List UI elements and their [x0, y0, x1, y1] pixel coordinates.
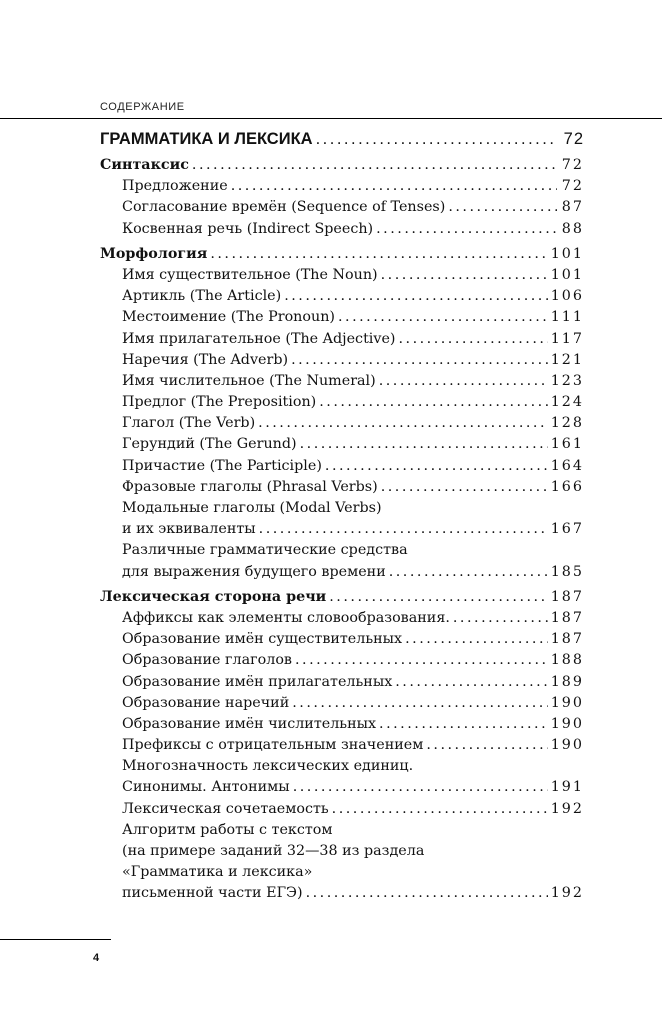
toc-item-continuation[interactable] [100, 777, 584, 798]
toc-entry-title: Местоимение (The Pronoun) [122, 309, 335, 326]
page-number: 4 [93, 952, 100, 964]
dot-leader [379, 371, 548, 392]
toc-entry-title: Герундий (The Gerund) [122, 436, 297, 453]
toc-item[interactable] [100, 672, 584, 693]
toc-item-continuation[interactable] [100, 519, 584, 540]
dot-leader [231, 176, 557, 197]
toc-entry-page: 187 [550, 588, 584, 605]
toc-entry-page: 189 [550, 673, 584, 690]
dot-leader [405, 629, 548, 650]
toc-item[interactable] [100, 608, 584, 629]
toc-item[interactable] [100, 498, 584, 519]
toc-entry-page: 188 [550, 652, 584, 669]
header-rule [0, 118, 662, 119]
running-header: СОДЕРЖАНИЕ [100, 101, 185, 113]
toc-entry-title: Фразовые глаголы (Phrasal Verbs) [122, 478, 378, 495]
toc-entry-title: Имя прилагательное (The Adjective) [122, 330, 396, 347]
toc-entry-title: Имя существительное (The Noun) [122, 266, 378, 283]
toc-item[interactable] [100, 735, 584, 756]
toc-item[interactable] [100, 329, 584, 350]
toc-entry-page: 88 [561, 220, 584, 237]
dot-leader [389, 562, 548, 583]
toc-entry-page: 185 [550, 563, 584, 580]
toc-entry-page: 72 [563, 130, 584, 148]
toc-item-continuation[interactable] [100, 841, 584, 862]
toc-entry-title: и их эквиваленты [122, 521, 256, 538]
toc-item-continuation[interactable] [100, 883, 584, 904]
dot-leader [284, 286, 548, 307]
dot-leader [453, 608, 548, 629]
toc-section-morphology[interactable] [100, 244, 584, 265]
toc-entry-title: Имя числительное (The Numeral) [122, 372, 376, 389]
dot-leader [376, 219, 557, 240]
dot-leader [426, 735, 547, 756]
toc-entry-title: Наречия (The Adverb) [122, 351, 289, 368]
toc-item[interactable] [100, 350, 584, 371]
toc-part-grammar[interactable] [100, 128, 584, 151]
toc-entry-title: Различные грамматические средства [122, 542, 408, 559]
toc-entry-title: Морфология [100, 245, 208, 262]
toc-entry-page: 190 [550, 737, 584, 754]
toc-entry-page: 190 [550, 715, 584, 732]
toc-entry-title: Предлог (The Preposition) [122, 394, 317, 411]
toc-entry-page: 164 [550, 457, 584, 474]
toc-entry-title: (на примере заданий 32—38 из раздела [122, 843, 425, 859]
toc-entry-title: Косвенная речь (Indirect Speech) [122, 220, 374, 237]
dot-leader [381, 477, 548, 498]
toc-entry-title: Образование имён существительных [122, 631, 403, 648]
toc-entry-title: Префиксы с отрицательным значением [122, 737, 424, 754]
dot-leader [381, 265, 548, 286]
toc-item[interactable] [100, 371, 584, 392]
toc-item[interactable] [100, 650, 584, 671]
dot-leader [395, 672, 547, 693]
toc-entry-page: 123 [550, 372, 584, 389]
toc-item[interactable] [100, 456, 584, 477]
toc-entry-page: 190 [550, 694, 584, 711]
toc-entry-title: Аффиксы как элементы словообразования. [122, 609, 450, 626]
toc-entry-page: 106 [550, 288, 584, 305]
dot-leader [259, 519, 548, 540]
toc-entry-title: Образование наречий [122, 694, 290, 711]
toc-entry-title: Согласование времён (Sequence of Tenses) [122, 199, 446, 216]
toc-entry-page: 128 [550, 415, 584, 432]
toc-item[interactable] [100, 307, 584, 328]
toc-item[interactable] [100, 629, 584, 650]
dot-leader [332, 799, 548, 820]
toc-entry-page: 124 [550, 394, 584, 411]
dot-leader [316, 128, 557, 151]
toc-entry-title: «Грамматика и лексика» [122, 864, 313, 881]
dot-leader [295, 650, 548, 671]
toc-entry-title: Артикль (The Article) [122, 288, 282, 305]
dot-leader [293, 777, 548, 798]
toc-entry-page: 161 [550, 436, 584, 453]
toc-entry-title: Многозначность лексических единиц. [122, 758, 414, 775]
dot-leader [210, 244, 547, 265]
toc-entry-page: 187 [550, 631, 584, 648]
toc-entry-page: 192 [550, 800, 584, 817]
toc-entry-page: 191 [550, 779, 584, 796]
toc-entry-page: 72 [561, 178, 584, 195]
toc-entry-title: Алгоритм работы с текстом [122, 821, 333, 838]
toc-entry-title: Образование глаголов [122, 652, 292, 669]
dot-leader [399, 329, 548, 350]
toc-entry-page: 111 [550, 309, 584, 326]
toc-entry-page: 121 [550, 351, 584, 368]
dot-leader [338, 307, 548, 328]
table-of-contents [100, 128, 584, 905]
toc-entry-title: Предложение [122, 178, 228, 195]
dot-leader [448, 197, 557, 218]
dot-leader [192, 155, 557, 176]
toc-entry-title: для выражения будущего времени [122, 563, 386, 580]
toc-entry-title: Модальные глаголы (Modal Verbs) [122, 500, 382, 516]
toc-item[interactable] [100, 820, 584, 841]
footer-rule [0, 939, 111, 940]
dot-leader [258, 413, 548, 434]
toc-item[interactable] [100, 392, 584, 413]
toc-entry-page: 166 [550, 478, 584, 495]
dot-leader [306, 883, 548, 904]
toc-entry-page: 101 [550, 266, 584, 283]
toc-item[interactable] [100, 693, 584, 714]
toc-item[interactable] [100, 197, 584, 218]
toc-entry-title: Синтаксис [100, 157, 189, 173]
toc-entry-title: Причастие (The Participle) [122, 457, 322, 474]
dot-leader [291, 350, 548, 371]
toc-entry-page: 187 [550, 609, 584, 626]
toc-entry-page: 192 [550, 885, 584, 902]
toc-item[interactable] [100, 265, 584, 286]
toc-item[interactable] [100, 756, 584, 777]
toc-entry-title: письменной части ЕГЭ) [122, 885, 303, 902]
dot-leader [379, 714, 548, 735]
toc-item[interactable] [100, 176, 584, 197]
toc-item[interactable] [100, 799, 584, 820]
toc-item[interactable] [100, 714, 584, 735]
dot-leader [319, 392, 547, 413]
toc-item-continuation[interactable] [100, 862, 584, 883]
toc-entry-title: Образование имён числительных [122, 715, 377, 732]
toc-entry-page: 167 [550, 521, 584, 538]
toc-entry-title: Синонимы. Антонимы [122, 779, 290, 796]
dot-leader [292, 693, 547, 714]
toc-entry-title: ГРАММАТИКА И ЛЕКСИКА [100, 130, 313, 148]
toc-entry-title: Лексическая сторона речи [100, 588, 327, 605]
toc-item-continuation[interactable] [100, 562, 584, 583]
toc-item[interactable] [100, 477, 584, 498]
toc-entry-page: 117 [550, 330, 584, 347]
dot-leader [329, 587, 547, 608]
toc-item[interactable] [100, 286, 584, 307]
toc-entry-title: Образование имён прилагательных [122, 673, 393, 690]
toc-entry-page: 72 [561, 157, 584, 173]
toc-section-lexis[interactable] [100, 587, 584, 608]
dot-leader [325, 456, 548, 477]
toc-entry-page: 87 [561, 199, 584, 216]
toc-entry-title: Лексическая сочетаемость [122, 800, 329, 817]
toc-entry-page: 101 [550, 245, 584, 262]
dot-leader [300, 434, 548, 455]
toc-section-syntax[interactable] [100, 155, 584, 176]
toc-item[interactable] [100, 540, 584, 561]
toc-item[interactable] [100, 219, 584, 240]
toc-entry-title: Глагол (The Verb) [122, 415, 256, 432]
toc-item[interactable] [100, 434, 584, 455]
toc-item[interactable] [100, 413, 584, 434]
